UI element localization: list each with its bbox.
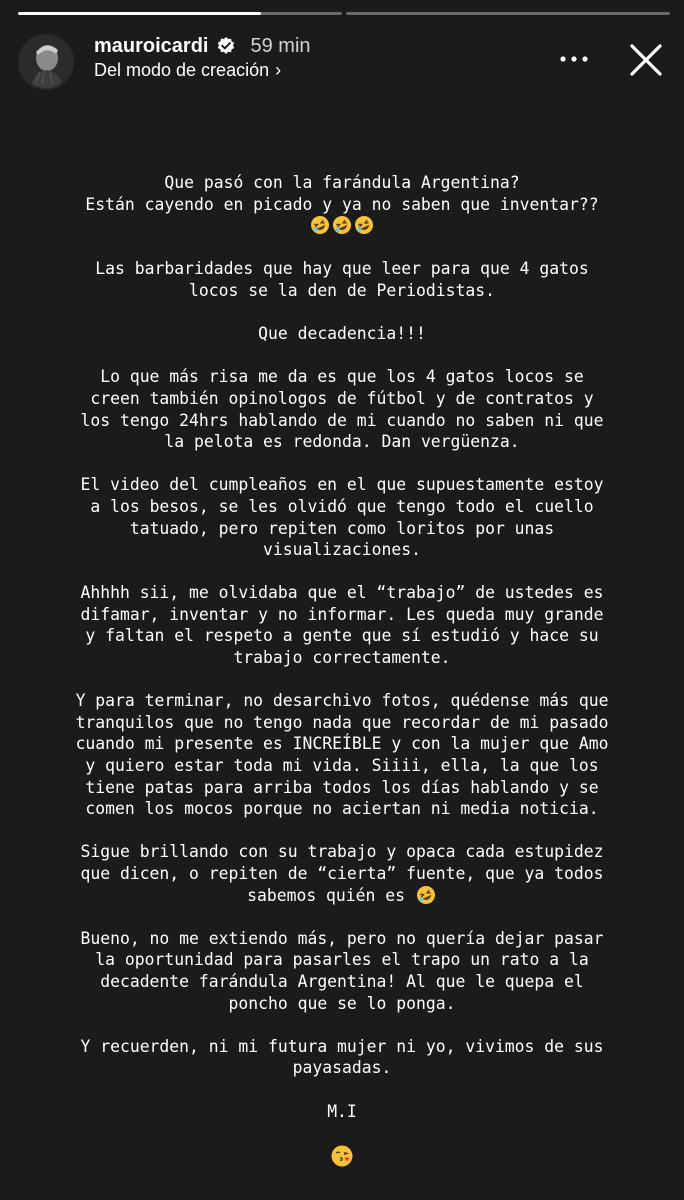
close-button[interactable]	[624, 38, 668, 82]
text-line: Lo que más risa me da es que los 4 gatos locos se	[100, 367, 584, 387]
paragraph-4	[30, 366, 654, 452]
rolling-on-floor-laughing-emoji	[354, 215, 374, 235]
progress-segment-1-fill	[18, 12, 261, 15]
creation-mode-link[interactable]	[94, 60, 281, 81]
text-line: Y para terminar, no desarchivo fotos, quédense más que	[75, 691, 609, 711]
final-emoji-line	[30, 1144, 654, 1170]
text-line: Que decadencia!!!	[258, 324, 426, 344]
text-line: y faltan el respeto a gente que sí estudió y hace su	[85, 626, 599, 646]
text-line: Bueno, no me extiendo más, pero no quería dejar pasar	[80, 928, 604, 948]
paragraph-1	[30, 172, 654, 237]
text-line: tranquilos que no tengo nada que recordar de mi pasado	[75, 712, 609, 732]
paragraph-6	[30, 582, 654, 668]
text-line: Las barbaridades que hay que leer para que 4 gatos	[95, 259, 589, 279]
text-line: visualizaciones.	[263, 540, 421, 560]
text-line: comen los mocos porque no aciertan ni media noticia.	[85, 799, 599, 819]
text-line: y quiero estar toda mi vida. Siiii, ella, la que los	[85, 756, 599, 776]
text-line: poncho que se lo ponga.	[228, 993, 456, 1013]
signature-text: M.I	[327, 1101, 357, 1121]
text-line: Sigue brillando con su trabajo y opaca cada estupidez	[80, 842, 604, 862]
avatar[interactable]	[18, 34, 74, 90]
story-text	[30, 172, 654, 1191]
chevron-right-icon: ›	[275, 60, 282, 80]
story-header	[18, 28, 670, 90]
rolling-on-floor-laughing-emoji	[416, 885, 436, 905]
paragraph-2	[30, 258, 654, 301]
text-line: Ahhhh sii, me olvidaba que el “trabajo” de ustedes es	[80, 583, 604, 603]
text-line: locos se la den de Periodistas.	[189, 280, 495, 300]
paragraph-8	[30, 841, 654, 906]
text-line: creen también opinologos de fútbol y de contratos y	[90, 388, 594, 408]
more-options-button[interactable]	[554, 44, 594, 74]
text-line: la oportunidad para pasarles el trapo un rato a la	[95, 950, 589, 970]
text-line: la pelota es redonda. Dan vergüenza.	[164, 432, 520, 452]
paragraph-7	[30, 690, 654, 820]
rolling-on-floor-laughing-emoji	[332, 215, 352, 235]
text-line: los tengo 24hrs hablando de mi cuando no saben ni que	[80, 410, 604, 430]
user-line	[94, 32, 311, 60]
story-progress-bar	[18, 12, 670, 15]
emoji-line	[30, 215, 654, 237]
progress-segment-1	[18, 12, 342, 15]
text-line: sabemos quién es	[247, 885, 405, 905]
paragraph-9	[30, 928, 654, 1014]
text-line: a los besos, se les olvidó que tengo todo el cuello	[90, 496, 594, 516]
more-horizontal-icon	[559, 55, 589, 63]
verified-badge-icon	[216, 36, 236, 56]
face-blowing-a-kiss-emoji	[330, 1144, 354, 1168]
progress-segment-2	[346, 12, 670, 15]
text-line: Están cayendo en picado y ya no saben que inventar??	[85, 194, 599, 214]
text-line: Y recuerden, ni mi futura mujer ni yo, vivimos de sus	[80, 1036, 604, 1056]
close-icon	[624, 38, 668, 82]
text-line: Que pasó con la farándula Argentina?	[164, 173, 520, 192]
text-line: que dicen, o repiten de “cierta” fuente, que ya todos	[80, 864, 604, 883]
text-line: payasadas.	[292, 1058, 392, 1078]
avatar-image	[20, 36, 72, 88]
text-line: tiene patas para arriba todos los días hablando y se	[85, 777, 599, 797]
signature	[30, 1101, 654, 1123]
text-line: El video del cumpleaños en el que supuestamente estoy	[80, 475, 604, 495]
rolling-on-floor-laughing-emoji	[310, 215, 330, 235]
text-line: difamar, inventar y no informar. Les queda muy grande	[80, 604, 604, 624]
text-line-with-emoji	[30, 885, 654, 907]
text-line: tatuado, pero repiten como loritos por unas	[129, 518, 555, 538]
paragraph-3	[30, 323, 654, 345]
username[interactable]: mauroicardi	[94, 34, 209, 57]
paragraph-10	[30, 1036, 654, 1079]
creation-mode-label: Del modo de creación	[94, 60, 270, 80]
paragraph-5	[30, 474, 654, 560]
text-line: trabajo correctamente.	[233, 648, 451, 668]
text-line: decadente farándula Argentina! Al que le quepa el	[100, 971, 584, 991]
post-time: 59 min	[250, 34, 311, 57]
text-line: cuando mi presente es INCREÍBLE y con la mujer que Amo	[75, 734, 609, 754]
